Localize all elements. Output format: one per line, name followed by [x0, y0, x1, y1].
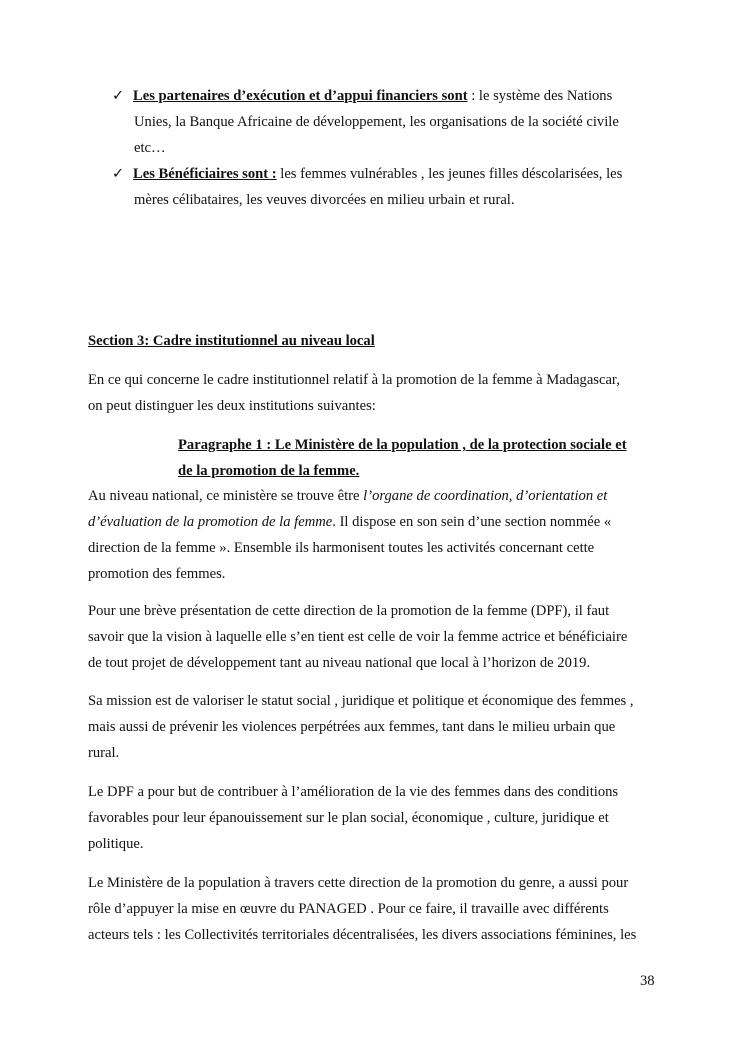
body-line: Sa mission est de valoriser le statut social , juridique et politique et économique des femmes , — [88, 693, 634, 709]
bullet-continuation: etc… — [134, 140, 166, 156]
intro-line: on peut distinguer les deux institutions suivantes: — [88, 398, 376, 414]
body-line: rural. — [88, 745, 120, 761]
paragraph-heading: de la promotion de la femme. — [178, 463, 360, 479]
page-number: 38 — [640, 973, 655, 989]
body-line: Le DPF a pour but de contribuer à l’amélioration de la vie des femmes dans des conditions — [88, 784, 619, 800]
bullet-label: Les partenaires d’exécution et d’appui financiers sont — [133, 88, 468, 104]
section-heading: Section 3: Cadre institutionnel au niveau local — [88, 333, 375, 349]
body-italic: l’organe de coordination, d’orientation et — [363, 488, 608, 504]
bullet-text: : le système des Nations — [467, 88, 613, 104]
body-line — [88, 513, 611, 531]
body-line: acteurs tels : les Collectivités territoriales décentralisées, les divers associations féminines, les — [88, 927, 637, 943]
bullet-item-partners — [112, 87, 612, 105]
body-line: politique. — [88, 836, 144, 852]
body-line: rôle d’appuyer la mise en œuvre du PANAGED . Pour ce faire, il travaille avec différents — [88, 901, 609, 917]
body-text: Au niveau national, ce ministère se trouve être — [88, 488, 364, 504]
bullet-continuation: mères célibataires, les veuves divorcées en milieu urbain et rural. — [134, 192, 515, 208]
body-line: promotion des femmes. — [88, 566, 226, 582]
checkmark-icon: ✓ — [112, 88, 125, 104]
body-line: Pour une brève présentation de cette direction de la promotion de la femme (DPF), il faut — [88, 603, 610, 619]
body-italic: d’évaluation de la promotion de la femme — [88, 514, 333, 530]
body-line — [88, 487, 607, 505]
body-line: direction de la femme ». Ensemble ils harmonisent toutes les activités concernant cette — [88, 540, 595, 556]
intro-line: En ce qui concerne le cadre institutionnel relatif à la promotion de la femme à Madagascar, — [88, 372, 620, 388]
paragraph-heading: Paragraphe 1 : Le Ministère de la population , de la protection sociale et — [178, 437, 627, 453]
bullet-continuation: Unies, la Banque Africaine de développement, les organisations de la société civile — [134, 114, 619, 130]
bullet-text: les femmes vulnérables , les jeunes filles déscolarisées, les — [276, 166, 623, 182]
checkmark-icon: ✓ — [112, 166, 125, 182]
body-line: Le Ministère de la population à travers cette direction de la promotion du genre, a aussi pour — [88, 875, 629, 891]
body-line: de tout projet de développement tant au niveau national que local à l’horizon de 2019. — [88, 655, 591, 671]
bullet-label: Les Bénéficiaires sont : — [133, 166, 277, 182]
bullet-item-beneficiaries — [112, 165, 622, 183]
body-line: savoir que la vision à laquelle elle s’en tient est celle de voir la femme actrice et bénéficiaire — [88, 629, 628, 645]
body-line: favorables pour leur épanouissement sur le plan social, économique , culture, juridique et — [88, 810, 609, 826]
body-line: mais aussi de prévenir les violences perpétrées aux femmes, tant dans le milieu urbain que — [88, 719, 616, 735]
body-text: . Il dispose en son sein d’une section nommée « — [332, 514, 612, 530]
